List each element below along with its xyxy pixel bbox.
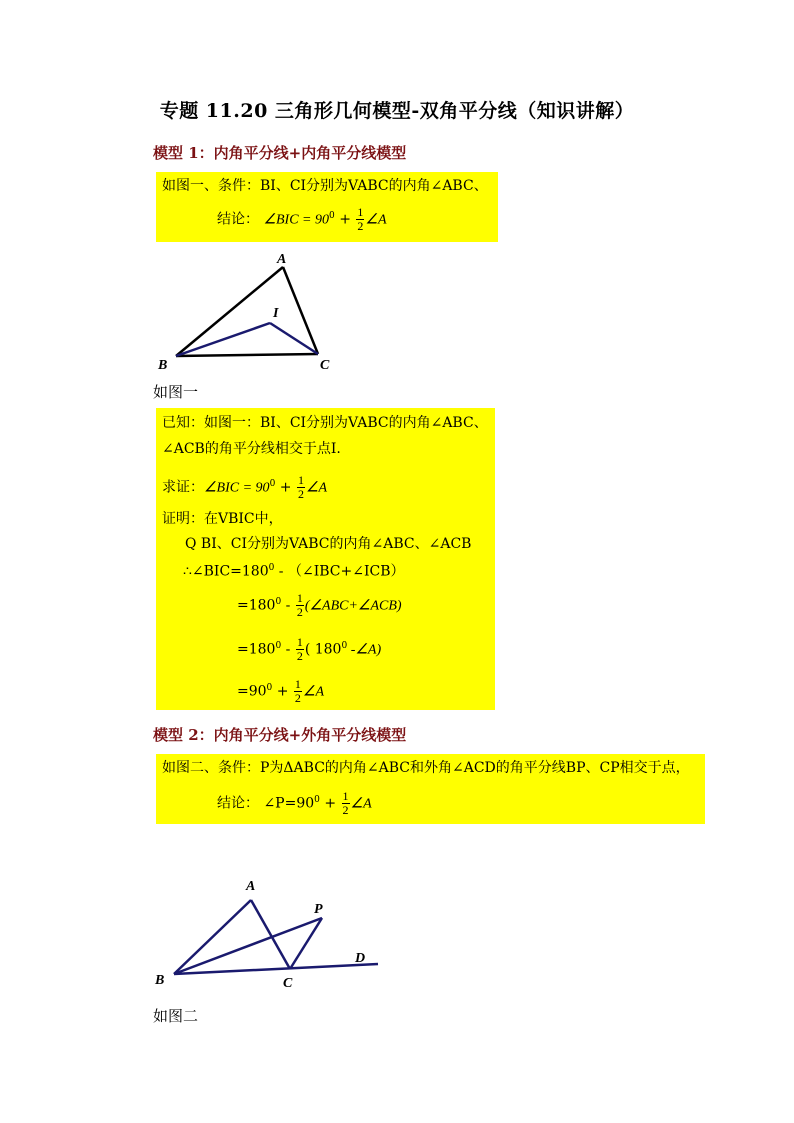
fraction-denominator: 2 bbox=[294, 691, 301, 705]
side-ac bbox=[251, 900, 290, 969]
step3-mid: - bbox=[281, 597, 295, 614]
prove-expr: ∠BIC = 90 bbox=[204, 480, 270, 496]
degree-mark: 0 bbox=[266, 682, 273, 693]
plus-sign: + bbox=[272, 683, 293, 700]
conclusion-prefix: 结论： bbox=[217, 795, 259, 812]
label-a: A bbox=[277, 252, 287, 267]
model1-condition: 如图一、条件：BI、CI分别为VABC的内角∠ABC、 bbox=[162, 178, 488, 194]
bisector-bi bbox=[176, 323, 270, 356]
degree-mark: 0 bbox=[329, 210, 335, 221]
model2-condition: 如图二、条件：P为ΔABC的内角∠ABC和外角∠ACD的角平分线BP、CP相交于点， bbox=[162, 760, 690, 776]
plus-sign: + bbox=[275, 479, 296, 496]
proof-box bbox=[156, 408, 495, 710]
side-bc bbox=[176, 354, 318, 356]
side-ba bbox=[174, 900, 251, 974]
side-ac bbox=[283, 267, 318, 354]
fraction-numerator: 1 bbox=[296, 635, 303, 649]
fraction-denominator: 2 bbox=[357, 219, 364, 233]
degree-mark: 0 bbox=[269, 478, 276, 489]
angle-a: ∠A bbox=[365, 212, 387, 228]
fraction-numerator: 1 bbox=[342, 789, 349, 803]
plus-sign: + bbox=[319, 795, 341, 812]
conclusion-left: ∠BIC = 90 bbox=[263, 212, 330, 228]
conclusion-left: ∠P=90 bbox=[263, 795, 315, 812]
degree-mark: 0 bbox=[275, 596, 282, 607]
fraction-numerator: 1 bbox=[294, 677, 301, 691]
step4-head: =180 bbox=[237, 641, 276, 658]
step2-head: ∴∠BIC=180 bbox=[183, 563, 269, 580]
fraction-denominator: 2 bbox=[296, 605, 303, 619]
fraction-denominator: 2 bbox=[296, 649, 303, 663]
proof-to-prove bbox=[162, 474, 327, 501]
angle-a: ∠A bbox=[350, 796, 372, 812]
prove-prefix: 求证： bbox=[162, 479, 204, 496]
label-b: B bbox=[158, 358, 168, 373]
bisector-cp bbox=[290, 918, 322, 969]
degree-mark: 0 bbox=[275, 640, 282, 651]
half-fraction bbox=[342, 790, 350, 817]
proof-step-3 bbox=[237, 592, 402, 619]
conclusion-prefix: 结论： bbox=[217, 211, 259, 228]
step3-head: =180 bbox=[237, 597, 276, 614]
half-fraction bbox=[296, 636, 304, 663]
step4-mid: - bbox=[281, 641, 295, 658]
bisector-bp bbox=[174, 918, 322, 974]
label-i: I bbox=[273, 306, 279, 321]
proof-step-2 bbox=[183, 559, 405, 581]
fraction-denominator: 2 bbox=[342, 803, 349, 817]
figure-1 bbox=[150, 248, 350, 378]
step2-tail: - （∠IBC+∠ICB） bbox=[274, 563, 405, 580]
angle-a: ∠A bbox=[305, 480, 328, 496]
fraction-numerator: 1 bbox=[297, 473, 304, 487]
degree-mark: 0 bbox=[341, 640, 348, 651]
fraction-numerator: 1 bbox=[296, 591, 303, 605]
label-p: P bbox=[314, 902, 323, 917]
plus-sign: + bbox=[334, 211, 356, 228]
label-c: C bbox=[283, 976, 293, 991]
model1-heading: 模型 1：内角平分线+内角平分线模型 bbox=[153, 144, 407, 162]
model2-heading: 模型 2：内角平分线+外角平分线模型 bbox=[153, 726, 407, 744]
label-b: B bbox=[155, 973, 165, 988]
half-fraction bbox=[297, 474, 305, 501]
proof-step-4 bbox=[237, 636, 381, 663]
label-a: A bbox=[246, 879, 256, 894]
degree-mark: 0 bbox=[314, 794, 320, 805]
step5-tail: ∠A bbox=[302, 684, 325, 700]
proof-given-1: 已知：如图一：BI、CI分别为VABC的内角∠ABC、 bbox=[162, 415, 488, 431]
model1-conclusion bbox=[217, 206, 387, 233]
step4-tail-a: ( 180 bbox=[304, 641, 342, 658]
label-d: D bbox=[355, 951, 366, 966]
half-fraction bbox=[294, 678, 302, 705]
proof-start: 证明：在VBIC中， bbox=[162, 511, 283, 527]
model1-box bbox=[156, 172, 498, 242]
half-fraction bbox=[296, 592, 304, 619]
proof-step-5 bbox=[237, 678, 324, 705]
step5-head: =90 bbox=[237, 683, 267, 700]
half-fraction bbox=[356, 206, 364, 233]
step3-tail: (∠ABC+∠ACB) bbox=[304, 598, 402, 614]
figure-1-caption: 如图一 bbox=[153, 383, 199, 401]
page-title: 专题 11.20 三角形几何模型-双角平分线（知识讲解） bbox=[159, 100, 635, 122]
figure-2 bbox=[150, 875, 390, 995]
proof-given-2: ∠ACB的角平分线相交于点I. bbox=[162, 441, 341, 457]
step4-tail-b: -∠A) bbox=[347, 642, 382, 658]
model2-box bbox=[156, 754, 705, 824]
line-bcd bbox=[174, 964, 378, 974]
side-ba bbox=[176, 267, 283, 356]
model2-conclusion bbox=[217, 790, 372, 817]
figure-2-caption: 如图二 bbox=[153, 1007, 199, 1025]
label-c: C bbox=[320, 358, 330, 373]
fraction-numerator: 1 bbox=[357, 205, 364, 219]
fraction-denominator: 2 bbox=[297, 487, 304, 501]
proof-step-1: Q BI、CI分别为VABC的内角∠ABC、∠ACB bbox=[185, 536, 472, 552]
degree-mark: 0 bbox=[268, 563, 275, 573]
